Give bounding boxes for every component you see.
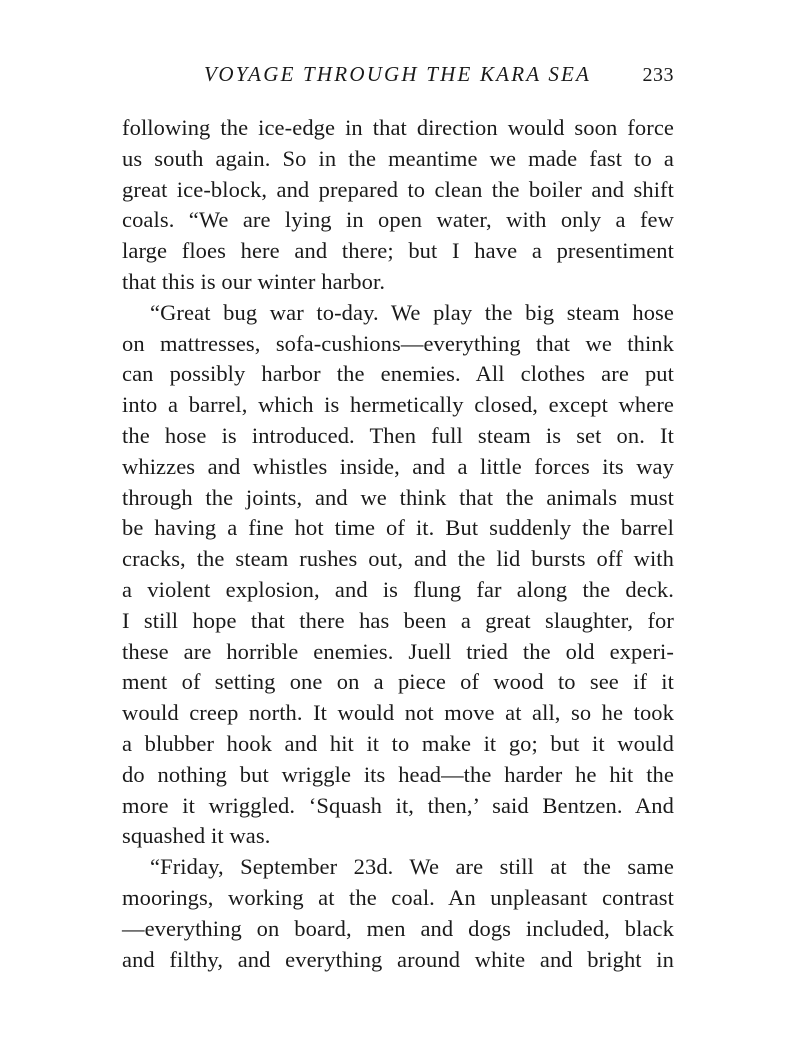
running-head	[122, 62, 674, 92]
text-line: be having a fine hot time of it. But suddenly the barrel	[122, 515, 674, 541]
text-line: moorings, working at the coal. An unpleasant contrast	[122, 884, 674, 910]
text-line: squashed it was.	[122, 823, 271, 849]
text-line: would creep north. It would not move at all, so he took	[122, 700, 674, 726]
paragraph-start-line: “Great bug war to-day. We play the big steam hose	[150, 299, 674, 325]
text-line: great ice-block, and prepared to clean the boiler and shift	[122, 176, 674, 202]
text-line: through the joints, and we think that the animals must	[122, 484, 674, 510]
text-line: cracks, the steam rushes out, and the lid bursts off with	[122, 546, 674, 572]
text-line: that this is our winter harbor.	[122, 268, 386, 294]
text-line: a blubber hook and hit it to make it go; but it would	[122, 730, 674, 756]
paragraph-start-line: “Friday, September 23d. We are still at the same	[150, 854, 674, 880]
text-line: more it wriggled. ‘Squash it, then,’ said Bentzen. And	[122, 792, 674, 818]
page-number: 233	[642, 64, 674, 86]
text-line: large floes here and there; but I have a presentiment	[122, 238, 674, 264]
text-line: the hose is introduced. Then full steam is set on. It	[122, 422, 674, 448]
text-line: a violent explosion, and is flung far along the deck.	[122, 576, 674, 602]
text-line: ment of setting one on a piece of wood to see if it	[122, 669, 674, 695]
text-line: I still hope that there has been a great slaughter, for	[122, 607, 674, 633]
text-line: do nothing but wriggle its head—the harder he hit the	[122, 761, 674, 787]
text-body	[122, 113, 674, 975]
text-line: whizzes and whistles inside, and a little forces its way	[122, 453, 674, 479]
text-line: following the ice-edge in that direction would soon force	[122, 115, 674, 140]
running-title: VOYAGE THROUGH THE KARA SEA	[204, 62, 592, 86]
text-line: us south again. So in the meantime we made fast to a	[122, 145, 674, 171]
text-line: these are horrible enemies. Juell tried the old experi-	[122, 638, 674, 664]
text-line: coals. “We are lying in open water, with only a few	[122, 207, 674, 233]
text-line: can possibly harbor the enemies. All clothes are put	[122, 361, 674, 387]
text-line: —everything on board, men and dogs included, black	[122, 915, 674, 941]
text-line: into a barrel, which is hermetically closed, except where	[122, 392, 674, 418]
text-line: and filthy, and everything around white and bright in	[122, 946, 674, 972]
text-line: on mattresses, sofa-cushions—everything that we think	[122, 330, 674, 356]
